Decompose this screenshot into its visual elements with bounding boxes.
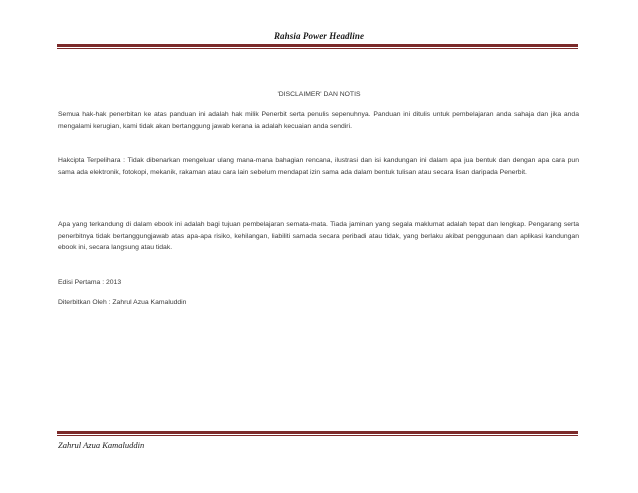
header-title: Rahsia Power Headline xyxy=(273,31,365,41)
header-rule-thick xyxy=(57,44,578,47)
disclaimer-heading: 'DISCLAIMER' DAN NOTIS xyxy=(277,91,361,98)
edition-line: Edisi Pertama : 2013 xyxy=(58,279,122,286)
header-rule-thin xyxy=(57,48,578,49)
paragraph-copyright: Hakcipta Terpelihara : Tidak dibenarkan mengeluar ulang mana-mana bahagian rencana, ilustrasi dan isi kandungan ini dalam apa jua bentuk dan dengan apa cara pun sama ada elektronik, fotokopi, mekanik, rakaman atau cara lain sebelum mendapat izin sama ada dalam bentuk tulisan atau secara lisan daripada Penerbit. xyxy=(58,157,579,176)
footer-author: Zahrul Azua Kamaluddin xyxy=(58,440,145,450)
footer-rule-thin xyxy=(57,435,578,436)
paragraph-liability: Apa yang terkandung di dalam ebook ini adalah bagi tujuan pembelajaran semata-mata. Tiada jaminan yang segala maklumat adalah tepat dan lengkap. Pengarang serta penerbitnya tidak bertanggungjawab atas apa-apa risiko, kehilangan, liabiliti samada secara peribadi atau tidak, yang berlaku akibat penggunaan dan aplikasi kandungan ebook ini, secara langsung atau tidak. xyxy=(58,221,579,251)
publisher-line: Diterbitkan Oleh : Zahrul Azua Kamaluddin xyxy=(58,299,187,306)
paragraph-rights: Semua hak-hak penerbitan ke atas panduan ini adalah hak milik Penerbit serta penulis sepenuhnya. Panduan ini ditulis untuk pembelajaran anda sahaja dan jika anda mengalami kerugian, kami tidak akan bertanggung jawab kerana ia adalah kecuaian anda sendiri. xyxy=(58,111,579,130)
footer-rule-thick xyxy=(57,431,578,434)
